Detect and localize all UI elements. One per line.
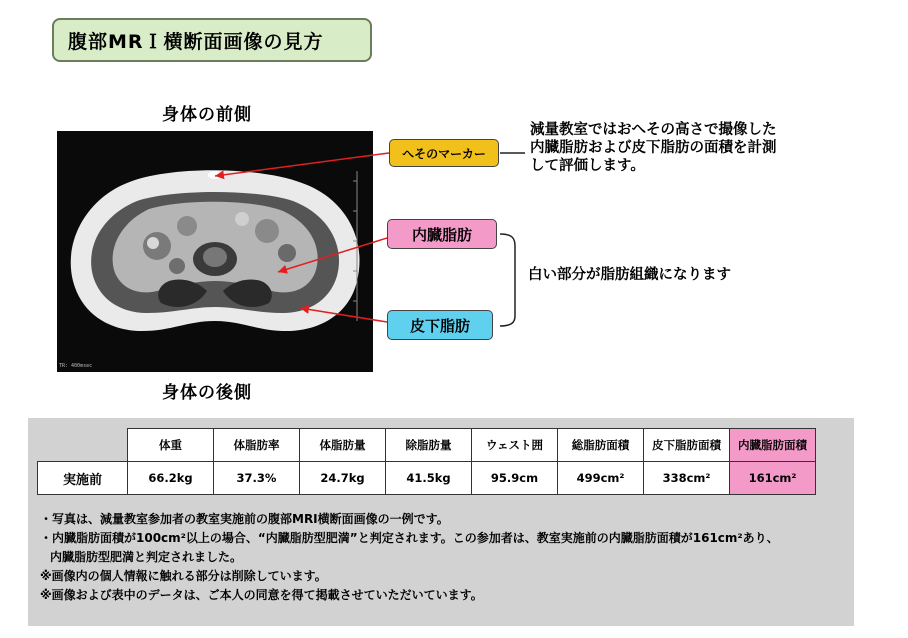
measurement-note-line3: して評価します。 bbox=[530, 158, 645, 174]
mri-image bbox=[57, 131, 373, 372]
footnote-3: 内臓脂肪型肥満と判定されました。 bbox=[50, 550, 243, 564]
visceral-fat-tag: 内臓脂肪 bbox=[387, 219, 497, 249]
fat-bracket bbox=[500, 234, 515, 326]
row-label: 実施前 bbox=[38, 462, 128, 495]
navel-marker-tag: へそのマーカー bbox=[389, 139, 499, 167]
header-total-fat-area: 総脂肪面積 bbox=[558, 429, 644, 462]
header-lean-mass: 除脂肪量 bbox=[386, 429, 472, 462]
fat-tissue-note: 白い部分が脂肪組織になります bbox=[528, 267, 731, 283]
mri-tr-text: TR: 400msec bbox=[59, 363, 93, 369]
value-subcutaneous-fat-area: 338cm² bbox=[644, 462, 730, 495]
value-total-fat-area: 499cm² bbox=[558, 462, 644, 495]
footnote-2: ・内臓脂肪面積が100cm²以上の場合、“内臓脂肪型肥満”と判定されます。この参加者は、教室実施前の内臓脂肪面積が161cm²あり、 bbox=[40, 531, 779, 545]
footnote-4: ※画像内の個人情報に触れる部分は削除しています。 bbox=[40, 569, 327, 583]
header-body-fat-mass: 体脂肪量 bbox=[300, 429, 386, 462]
header-visceral-fat-area: 内臓脂肪面積 bbox=[730, 429, 816, 462]
header-subcutaneous-fat-area: 皮下脂肪面積 bbox=[644, 429, 730, 462]
value-body-fat-mass: 24.7kg bbox=[300, 462, 386, 495]
value-weight: 66.2kg bbox=[128, 462, 214, 495]
header-weight: 体重 bbox=[128, 429, 214, 462]
table-corner bbox=[38, 429, 128, 462]
table-row bbox=[38, 462, 816, 495]
measurement-note-line2: 内臓脂肪および皮下脂肪の面積を計測 bbox=[530, 140, 777, 156]
measurement-note-line1: 減量教室ではおへその高さで撮像した bbox=[530, 122, 777, 138]
stats-table bbox=[37, 428, 816, 495]
footnotes bbox=[40, 510, 779, 605]
subcutaneous-fat-tag: 皮下脂肪 bbox=[387, 310, 493, 340]
measurement-note bbox=[530, 121, 860, 175]
footnote-5: ※画像および表中のデータは、ご本人の同意を得て掲載させていただいています。 bbox=[40, 588, 483, 602]
value-body-fat-rate: 37.3% bbox=[214, 462, 300, 495]
value-lean-mass: 41.5kg bbox=[386, 462, 472, 495]
table-header-row bbox=[38, 429, 816, 462]
page-title: 腹部MRＩ横断面画像の見方 bbox=[52, 18, 372, 62]
footnote-1: ・写真は、減量教室参加者の教室実施前の腹部MRI横断面画像の一例です。 bbox=[40, 512, 449, 526]
header-waist: ウェスト囲 bbox=[472, 429, 558, 462]
value-waist: 95.9cm bbox=[472, 462, 558, 495]
header-body-fat-rate: 体脂肪率 bbox=[214, 429, 300, 462]
front-side-label: 身体の前側 bbox=[162, 105, 252, 125]
value-visceral-fat-area: 161cm² bbox=[730, 462, 816, 495]
mri-scan-graphic bbox=[57, 131, 373, 372]
back-side-label: 身体の後側 bbox=[162, 383, 252, 403]
